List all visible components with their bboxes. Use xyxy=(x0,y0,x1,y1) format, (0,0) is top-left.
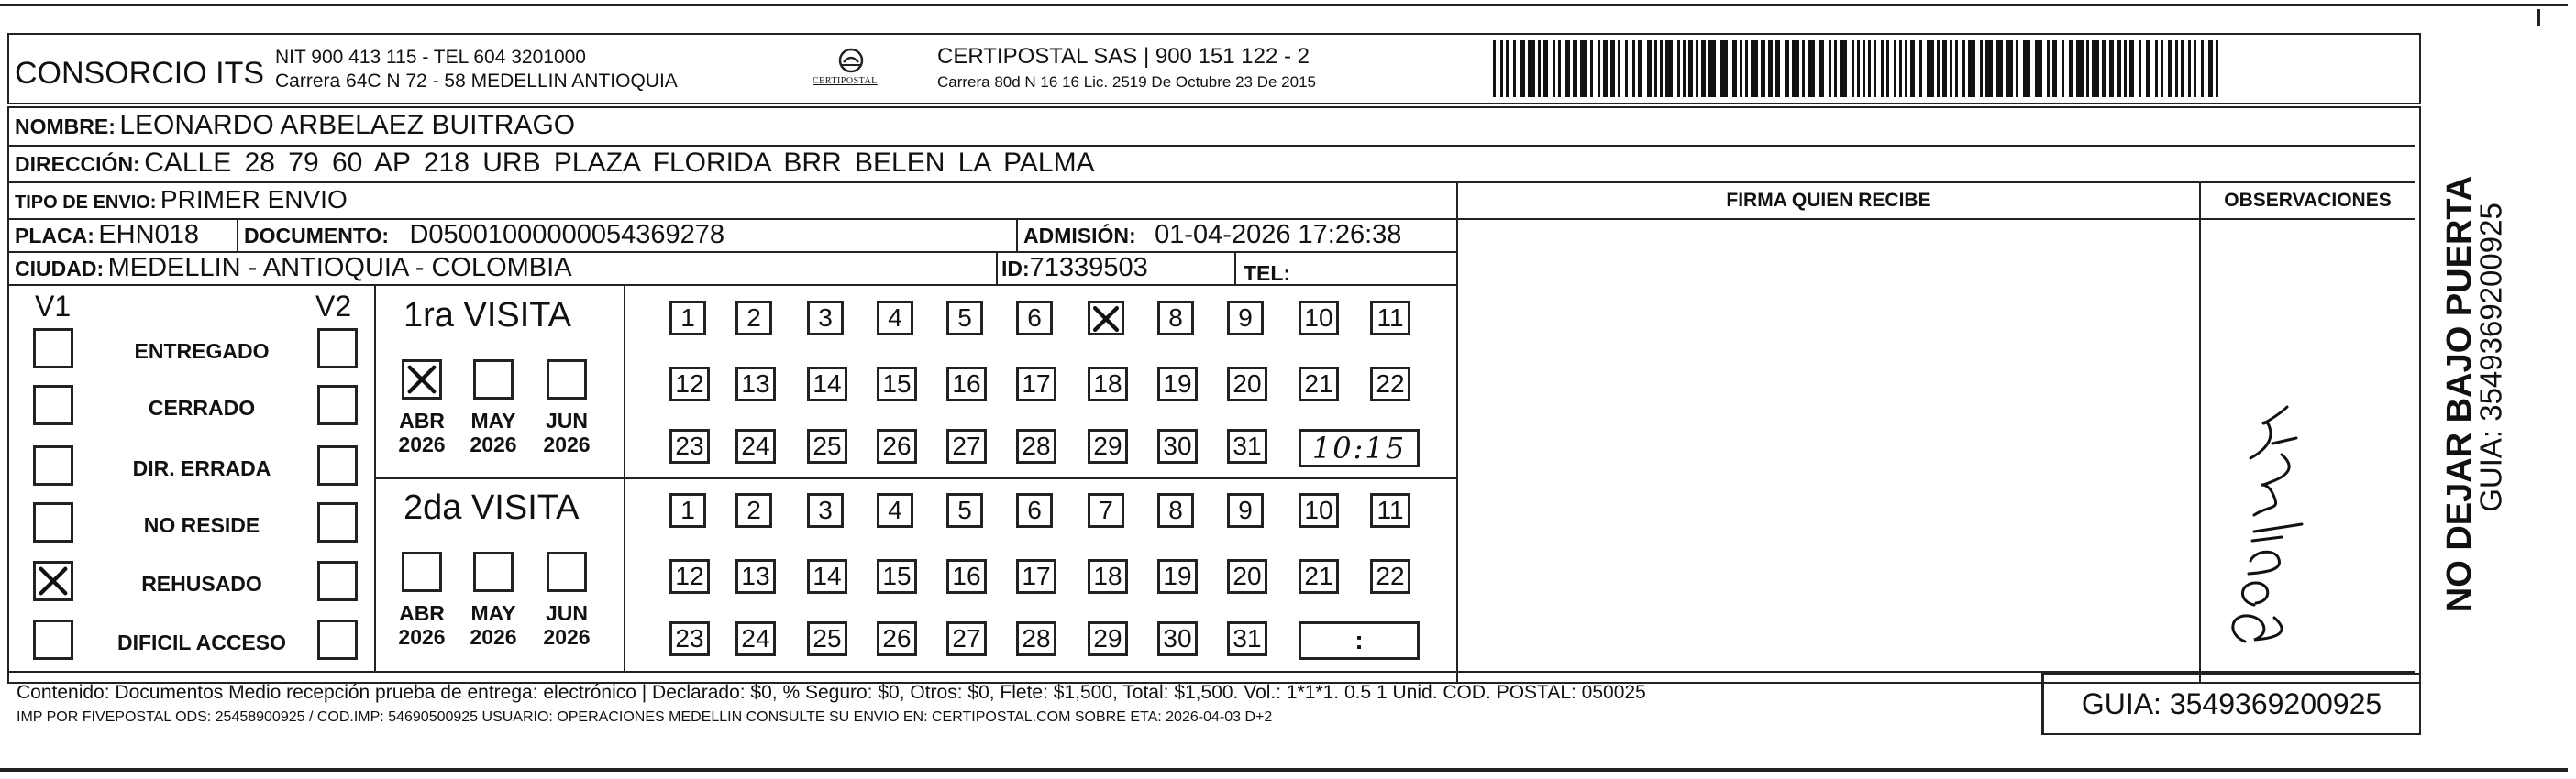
v2-checkbox[interactable] xyxy=(317,328,358,368)
day-box[interactable]: 21 xyxy=(1299,559,1339,594)
v1-label: V1 xyxy=(35,290,72,323)
day-box[interactable]: 17 xyxy=(1016,559,1056,594)
day-box[interactable]: 1 xyxy=(669,493,706,528)
day-box[interactable]: 27 xyxy=(946,621,987,656)
visit1-time-box xyxy=(1299,429,1420,467)
month-checkbox[interactable] xyxy=(473,552,514,592)
day-box[interactable]: 28 xyxy=(1016,621,1056,656)
name-label: NOMBRE: xyxy=(15,115,116,138)
month-caption xyxy=(461,409,525,457)
admission-field xyxy=(1023,222,1401,248)
shipping-type-label: TIPO DE ENVIO: xyxy=(15,192,157,213)
v1-checkbox[interactable] xyxy=(33,385,73,425)
day-box[interactable]: 30 xyxy=(1157,429,1198,464)
v2-label: V2 xyxy=(315,290,352,323)
day-box[interactable]: 4 xyxy=(877,301,913,335)
address-label: DIRECCIÓN: xyxy=(15,152,140,176)
row-line xyxy=(7,181,2415,183)
day-box[interactable]: 29 xyxy=(1088,621,1128,656)
month-caption xyxy=(461,601,525,650)
day-box[interactable]: 16 xyxy=(946,367,987,401)
day-box[interactable]: 25 xyxy=(807,429,847,464)
row-line xyxy=(7,284,1456,286)
footer-guia: GUIA: 3549369200925 xyxy=(2081,686,2383,720)
day-box[interactable]: 21 xyxy=(1299,367,1339,401)
v1-checkbox[interactable] xyxy=(33,620,73,660)
day-box[interactable]: 9 xyxy=(1227,301,1264,335)
month-label: MAY xyxy=(470,601,516,625)
day-box[interactable]: 8 xyxy=(1157,493,1194,528)
month-year: 2026 xyxy=(470,625,517,650)
handwritten-signature xyxy=(2217,394,2327,669)
v2-checkbox[interactable] xyxy=(317,502,358,543)
footer-guia-box xyxy=(2041,673,2421,735)
day-box[interactable]: 15 xyxy=(877,559,917,594)
x-mark-icon xyxy=(404,362,439,397)
day-box[interactable]: 26 xyxy=(877,621,917,656)
plate-label: PLACA: xyxy=(15,224,94,247)
month-label: MAY xyxy=(470,409,516,433)
logo-text: CERTIPOSTAL xyxy=(813,76,878,86)
visit2-time: : xyxy=(1354,626,1364,654)
day-box[interactable]: 13 xyxy=(735,559,776,594)
day-box[interactable]: 26 xyxy=(877,429,917,464)
day-box[interactable]: 31 xyxy=(1227,429,1267,464)
x-mark-icon xyxy=(1090,303,1122,335)
day-box[interactable]: 11 xyxy=(1370,493,1410,528)
observations-header: OBSERVACIONES xyxy=(2224,190,2392,211)
page-corner-mark xyxy=(2537,9,2540,26)
v1-checkbox[interactable] xyxy=(33,328,73,368)
cell-divider xyxy=(1234,251,1236,286)
cell-divider xyxy=(996,251,998,286)
day-box[interactable]: 13 xyxy=(735,367,776,401)
day-box[interactable]: 16 xyxy=(946,559,987,594)
day-box[interactable]: 7 xyxy=(1088,493,1124,528)
day-box[interactable]: 30 xyxy=(1157,621,1198,656)
shipping-type: PRIMER ENVIO xyxy=(160,185,348,214)
license-line: Carrera 80d N 16 16 Lic. 2519 De Octubre 23 De 2015 xyxy=(937,73,1316,91)
admission-value: 01-04-2026 17:26:38 xyxy=(1155,220,1402,249)
day-box[interactable]: 28 xyxy=(1016,429,1056,464)
day-box[interactable]: 22 xyxy=(1370,367,1410,401)
day-box[interactable]: 12 xyxy=(669,367,710,401)
status-label: DIR. ERRADA xyxy=(132,456,271,480)
v1-checkbox[interactable] xyxy=(33,445,73,486)
status-label: NO RESIDE xyxy=(143,513,260,537)
day-box[interactable]: 9 xyxy=(1227,493,1264,528)
observations-divider xyxy=(2199,183,2201,683)
certipostal-line: CERTIPOSTAL SAS | 900 151 122 - 2 xyxy=(937,44,1310,69)
v2-checkbox[interactable] xyxy=(317,620,358,660)
day-box[interactable]: 5 xyxy=(946,301,983,335)
status-label: CERRADO xyxy=(148,396,256,420)
content-line: Contenido: Documentos Medio recepción prueba de entrega: electrónico | Declarado: $0, % Seguro: $0, Otros: $0, Flete: $1,500, Total: $1,500. Vol.: 1*1*1. 0.5 1 Unid. COD. POSTAL: 050025 xyxy=(17,682,1646,703)
v1-checkbox[interactable] xyxy=(33,561,73,601)
id-field xyxy=(1001,255,1148,281)
month-caption xyxy=(535,601,599,650)
day-box[interactable]: 23 xyxy=(669,621,710,656)
certipostal-logo xyxy=(807,46,895,95)
day-box[interactable]: 3 xyxy=(807,493,844,528)
day-box[interactable]: 20 xyxy=(1227,367,1267,401)
name-row xyxy=(15,112,575,139)
month-checkbox[interactable] xyxy=(473,359,514,400)
month-checkbox[interactable] xyxy=(402,359,442,400)
day-box[interactable]: 24 xyxy=(735,429,776,464)
day-box[interactable] xyxy=(1088,301,1124,335)
day-box[interactable]: 19 xyxy=(1157,559,1198,594)
day-box[interactable]: 31 xyxy=(1227,621,1267,656)
shipping-type-row xyxy=(15,187,348,213)
day-box[interactable]: 5 xyxy=(946,493,983,528)
x-mark-icon xyxy=(36,564,71,598)
day-box[interactable]: 20 xyxy=(1227,559,1267,594)
day-box[interactable]: 11 xyxy=(1370,301,1410,335)
admission-label: ADMISIÓN: xyxy=(1023,224,1136,247)
recipient-address: CALLE 28 79 60 AP 218 URB PLAZA FLORIDA BRR BELEN LA PALMA xyxy=(144,148,1095,178)
day-box[interactable]: 2 xyxy=(735,493,772,528)
imp-line: IMP POR FIVEPOSTAL ODS: 25458900925 / COD.IMP: 54690500925 USUARIO: OPERACIONES MEDELLIN CONSULTE SU ENVIO EN: CERTIPOSTAL.COM SOBRE ETA: 2026-04-03 D+2 xyxy=(17,709,1273,725)
v2-checkbox[interactable] xyxy=(317,561,358,601)
day-box[interactable]: 6 xyxy=(1016,493,1053,528)
month-checkbox[interactable] xyxy=(547,359,587,400)
document-value: D05001000000054369278 xyxy=(409,220,724,249)
city-field xyxy=(15,255,572,281)
visit1-title: 1ra VISITA xyxy=(404,296,572,335)
day-box[interactable]: 10 xyxy=(1299,301,1339,335)
month-checkbox[interactable] xyxy=(402,552,442,592)
cell-divider xyxy=(237,218,238,253)
month-caption xyxy=(390,601,454,650)
month-year: 2026 xyxy=(398,433,446,457)
day-box[interactable]: 22 xyxy=(1370,559,1410,594)
id-label: ID: xyxy=(1001,257,1030,280)
visit1-time: 10:15 xyxy=(1311,431,1407,466)
city-value: MEDELLIN - ANTIOQUIA - COLOMBIA xyxy=(107,253,572,282)
day-box[interactable]: 8 xyxy=(1157,301,1194,335)
day-box[interactable]: 25 xyxy=(807,621,847,656)
status-label: REHUSADO xyxy=(141,572,262,596)
side-warning: NO DEJAR BAJO PUERTA xyxy=(2440,175,2479,613)
v2-checkbox[interactable] xyxy=(317,445,358,486)
day-box[interactable]: 2 xyxy=(735,301,772,335)
tel-field xyxy=(1244,258,1290,286)
v1-checkbox[interactable] xyxy=(33,502,73,543)
signature-header: FIRMA QUIEN RECIBE xyxy=(1726,190,1931,211)
day-box[interactable]: 24 xyxy=(735,621,776,656)
day-box[interactable]: 29 xyxy=(1088,429,1128,464)
month-label: JUN xyxy=(545,409,588,433)
month-label: ABR xyxy=(399,409,445,433)
month-checkbox[interactable] xyxy=(547,552,587,592)
month-year: 2026 xyxy=(470,433,517,457)
nit-line: NIT 900 413 115 - TEL 604 3201000 xyxy=(275,47,586,68)
company-name: CONSORCIO ITS xyxy=(15,56,265,91)
visit2-title: 2da VISITA xyxy=(404,488,580,527)
side-guia: GUIA: 3549369200925 xyxy=(2473,203,2508,512)
day-box[interactable]: 14 xyxy=(807,559,847,594)
plate-value: EHN018 xyxy=(98,220,199,249)
document-label: DOCUMENTO: xyxy=(244,224,390,247)
status-label: DIFICIL ACCESO xyxy=(116,631,286,654)
v2-checkbox[interactable] xyxy=(317,385,358,425)
day-box[interactable]: 10 xyxy=(1299,493,1339,528)
day-box[interactable]: 15 xyxy=(877,367,917,401)
day-box[interactable]: 4 xyxy=(877,493,913,528)
side-text xyxy=(2425,137,2508,651)
document-field xyxy=(244,222,724,248)
address-line: Carrera 64C N 72 - 58 MEDELLIN ANTIOQUIA xyxy=(275,71,678,92)
id-value: 71339503 xyxy=(1029,253,1148,282)
day-box[interactable]: 6 xyxy=(1016,301,1053,335)
day-box[interactable]: 1 xyxy=(669,301,706,335)
month-caption xyxy=(390,409,454,457)
row-line xyxy=(7,145,2415,147)
month-year: 2026 xyxy=(543,433,591,457)
tel-label: TEL: xyxy=(1244,261,1291,285)
month-year: 2026 xyxy=(543,625,591,650)
day-box[interactable]: 12 xyxy=(669,559,710,594)
signature-divider xyxy=(1456,183,1458,683)
day-box[interactable]: 19 xyxy=(1157,367,1198,401)
city-label: CIUDAD: xyxy=(15,257,105,280)
day-box[interactable]: 17 xyxy=(1016,367,1056,401)
address-row xyxy=(15,149,1095,177)
plate-field xyxy=(15,222,199,248)
day-box[interactable]: 3 xyxy=(807,301,844,335)
status-label: ENTREGADO xyxy=(134,339,270,363)
page-bottom-border xyxy=(0,768,2568,772)
day-box[interactable]: 14 xyxy=(807,367,847,401)
month-caption xyxy=(535,409,599,457)
day-box[interactable]: 18 xyxy=(1088,367,1128,401)
day-box[interactable]: 18 xyxy=(1088,559,1128,594)
visit2-time-box xyxy=(1299,621,1420,660)
cell-divider xyxy=(1016,218,1018,253)
visit-row-divider xyxy=(376,477,1456,479)
month-label: ABR xyxy=(399,601,445,625)
page-top-border xyxy=(0,4,2568,6)
day-box[interactable]: 27 xyxy=(946,429,987,464)
month-label: JUN xyxy=(545,601,588,625)
recipient-name: LEONARDO ARBELAEZ BUITRAGO xyxy=(119,110,576,140)
barcode xyxy=(1493,40,2225,97)
day-box[interactable]: 23 xyxy=(669,429,710,464)
month-year: 2026 xyxy=(398,625,446,650)
